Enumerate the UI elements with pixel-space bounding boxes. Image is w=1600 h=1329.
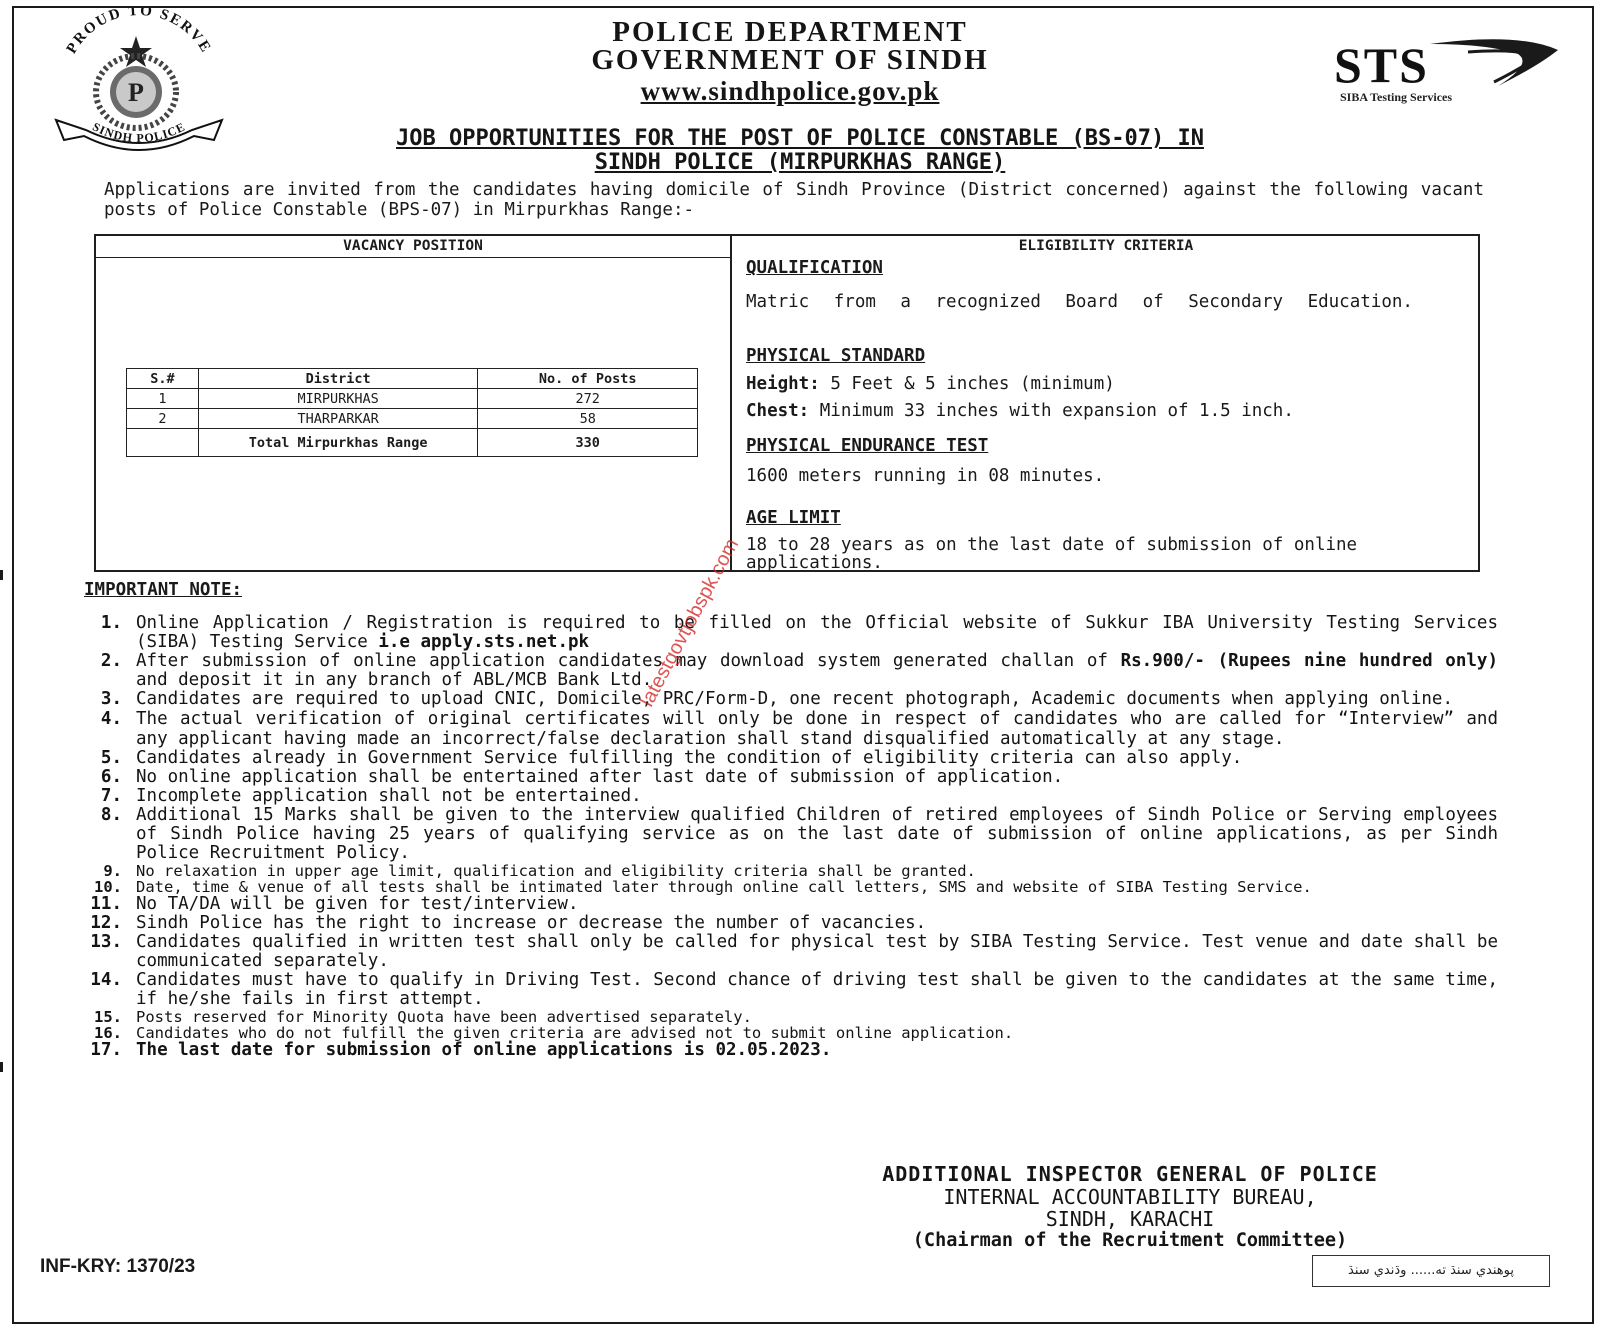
column-divider bbox=[730, 236, 732, 570]
endurance-text: 1600 meters running in 08 minutes. bbox=[746, 466, 1105, 486]
notice-title-line1: JOB OPPORTUNITIES FOR THE POST OF POLICE CONSTABLE (BS-07) IN bbox=[396, 126, 1204, 151]
total-label: Total Mirpurkhas Range bbox=[198, 429, 478, 457]
list-item: 5. Candidates already in Government Service fulfilling the condition of eligibility criteria can also apply. bbox=[100, 748, 1243, 768]
list-item: 10. Date, time & venue of all tests shall be intimated later through online call letters, SMS and website of SIBA Testing Service. bbox=[94, 878, 1312, 896]
physical-standard-heading: PHYSICAL STANDARD bbox=[746, 346, 926, 366]
important-notes-list bbox=[76, 614, 1498, 1060]
age-limit-text: 18 to 28 years as on the last date of submission of online applications. bbox=[746, 535, 1358, 573]
column-header: No. of Posts bbox=[478, 369, 698, 389]
margin-mark bbox=[0, 570, 3, 580]
table-row bbox=[127, 389, 698, 409]
vacancy-table bbox=[126, 368, 698, 457]
svg-text:SINDH POLICE: SINDH POLICE bbox=[90, 119, 188, 146]
list-item: 14. Candidates must have to qualify in Driving Test. Second chance of driving test shall be given to the candidates at the same time, if he/she fails in first attempt. bbox=[90, 970, 1498, 1009]
list-item: 16. Candidates who do not fulfill the given criteria are advised not to submit online application. bbox=[94, 1024, 1014, 1042]
table-header-row bbox=[127, 369, 698, 389]
serial-cell: 1 bbox=[127, 389, 199, 409]
list-item: 4. The actual verification of original certificates will only be done in respect of candidates who are called for “Interview” and any applicant having made an incorrect/false declaration shall stand disqualified automatically at any stage. bbox=[100, 709, 1498, 749]
margin-mark bbox=[0, 1062, 3, 1072]
age-limit-heading: AGE LIMIT bbox=[746, 508, 841, 528]
vacancy-heading: VACANCY POSITION bbox=[343, 238, 483, 254]
endurance-heading: PHYSICAL ENDURANCE TEST bbox=[746, 436, 989, 456]
height-label: Height: bbox=[746, 374, 820, 394]
column-header: S.# bbox=[127, 369, 199, 389]
notice-title-line2: SINDH POLICE (MIRPURKHAS RANGE) bbox=[594, 150, 1006, 175]
table-row bbox=[127, 409, 698, 429]
watermark: latestgovtjobspk.com bbox=[636, 535, 744, 711]
total-value: 330 bbox=[478, 429, 698, 457]
serial-cell bbox=[127, 429, 199, 457]
list-item: 17. The last date for submission of online applications is 02.05.2023. bbox=[90, 1040, 832, 1060]
qualification-heading: QUALIFICATION bbox=[746, 258, 883, 278]
chest-label: Chest: bbox=[746, 401, 810, 421]
qualification-text: Matric from a recognized Board of Secondary Education. bbox=[746, 292, 1413, 312]
list-item: 6. No online application shall be entertained after last date of submission of application. bbox=[100, 767, 1064, 787]
list-item: 11. No TA/DA will be given for test/interview. bbox=[90, 894, 579, 914]
list-item: 15. Posts reserved for Minority Quota have been advertised separately. bbox=[94, 1008, 752, 1026]
signatory-bureau: INTERNAL ACCOUNTABILITY BUREAU, bbox=[943, 1185, 1317, 1209]
eligibility-heading: ELIGIBILITY CRITERIA bbox=[1018, 238, 1194, 254]
posts-cell: 58 bbox=[478, 409, 698, 429]
posts-cell: 272 bbox=[478, 389, 698, 409]
intro-paragraph: Applications are invited from the candidates having domicile of Sindh Province (District concerned) against the following vacant posts of Police Constable (BPS-07) in Mirpurkhas Range:- bbox=[104, 180, 1484, 220]
website-link[interactable]: www.sindhpolice.gov.pk bbox=[640, 76, 940, 106]
department-name: POLICE DEPARTMENT bbox=[612, 16, 968, 48]
list-item: 3. Candidates are required to upload CNIC, Domicile, PRC/Form-D, one recent photograph, Academic documents when applying online. bbox=[100, 689, 1453, 709]
vacancy-eligibility-box bbox=[94, 234, 1480, 572]
column-header: District bbox=[198, 369, 478, 389]
reference-number: INF-KRY: 1370/23 bbox=[40, 1256, 196, 1277]
chest-value: Minimum 33 inches with expansion of 1.5 inch. bbox=[819, 401, 1294, 421]
sts-name: STS bbox=[1334, 37, 1429, 93]
list-item: 12. Sindh Police has the right to increase or decrease the number of vacancies. bbox=[90, 913, 927, 933]
chest-line bbox=[746, 401, 1464, 422]
list-item: 8. Additional 15 Marks shall be given to the interview qualified Children of retired employees of Sindh Police or Serving employees of Sindh Police having 25 years of qualifying service as on the last date of submission of online applications, as per Sindh Police Recruitment Policy. bbox=[100, 805, 1498, 863]
list-item: 13. Candidates qualified in written test shall only be called for physical test by SIBA Testing Service. Test venue and date shall be communicated separately. bbox=[90, 932, 1498, 971]
height-line bbox=[746, 374, 1464, 395]
district-cell: MIRPURKHAS bbox=[198, 389, 478, 409]
signatory-role: (Chairman of the Recruitment Committee) bbox=[912, 1230, 1348, 1251]
heading-rule bbox=[96, 257, 730, 258]
sindhi-slogan-stamp: پوهندي سنڌ ته...... وڌندي سنڌ bbox=[1312, 1255, 1550, 1287]
svg-text:P: P bbox=[128, 78, 144, 107]
government-name: GOVERNMENT OF SINDH bbox=[591, 44, 989, 76]
list-item: 2. After submission of online application candidates may download system generated challan of Rs.900/- (Rupees nine hundred only) and deposit it in any branch of ABL/MCB Bank Ltd. bbox=[100, 651, 1498, 690]
signatory-location: SINDH, KARACHI bbox=[1045, 1207, 1215, 1231]
list-item: 1. Online Application / Registration is required to be filled on the Official website of Sukkur IBA University Testing Services (SIBA) Testing Service i.e apply.sts.net.pk bbox=[100, 613, 1498, 652]
district-cell: THARPARKAR bbox=[198, 409, 478, 429]
signatory-title: ADDITIONAL INSPECTOR GENERAL OF POLICE bbox=[882, 1162, 1378, 1186]
list-item: 9. No relaxation in upper age limit, qualification and eligibility criteria shall be granted. bbox=[103, 862, 976, 880]
table-total-row bbox=[127, 429, 698, 457]
sts-tagline: SIBA Testing Services bbox=[1340, 90, 1453, 104]
sts-logo bbox=[1318, 36, 1568, 106]
height-value: 5 Feet & 5 inches (minimum) bbox=[830, 374, 1115, 394]
serial-cell: 2 bbox=[127, 409, 199, 429]
signature-block bbox=[740, 1162, 1520, 1252]
svg-text:PROUD TO SERVE: PROUD TO SERVE bbox=[63, 8, 215, 57]
important-note-heading: IMPORTANT NOTE: bbox=[84, 580, 243, 600]
list-item: 7. Incomplete application shall not be entertained. bbox=[100, 786, 642, 806]
